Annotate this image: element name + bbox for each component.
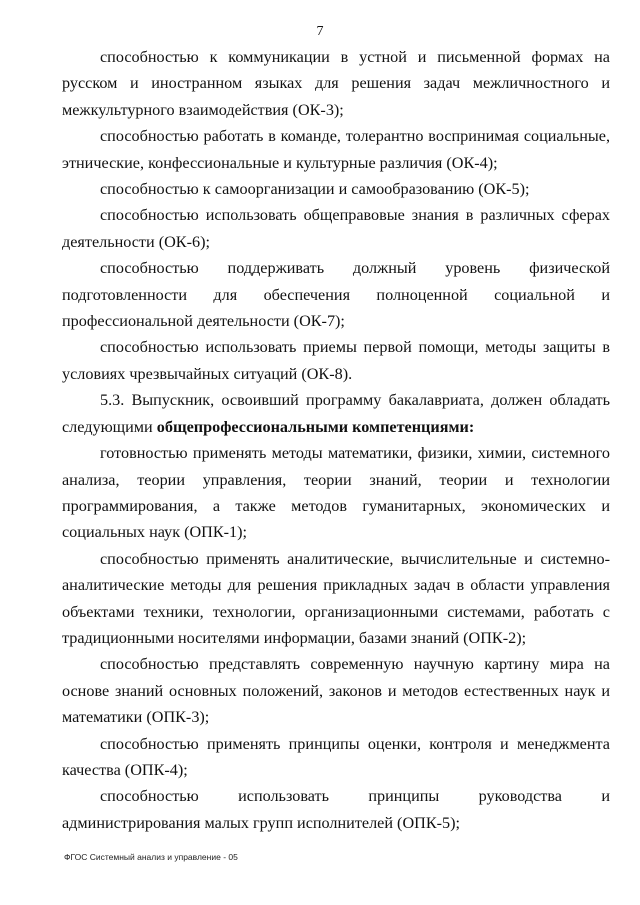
page-number: 7: [316, 24, 324, 39]
paragraph-opk-5: способностью использовать принципы руководства и администрирования малых групп исполнителей (ОПК-5);: [62, 787, 610, 832]
paragraph-ok-4: способностью работать в команде, толерантно воспринимая социальные, этнические, конфессиональные и культурные различия (ОК-4);: [62, 127, 610, 172]
paragraph-ok-3: способностью к коммуникации в устной и письменной формах на русском и иностранном языках для решения задач межличностного и межкультурного взаимодействия (ОК-3);: [62, 48, 610, 119]
paragraph-opk-4: способностью применять принципы оценки, контроля и менеджмента качества (ОПК-4);: [62, 734, 610, 779]
paragraph-ok-7: способностью поддерживать должный уровень физической подготовленности для обеспечения полноценной социальной и профессиональной деятельности (ОК-7);: [62, 259, 610, 331]
paragraph-opk-3: способностью представлять современную научную картину мира на основе знаний основных положений, законов и методов естественных наук и математики (ОПК-3);: [62, 655, 610, 727]
section-intro-text: 5.3. Выпускник, освоивший программу бакалавриата, должен обладать следующими: [62, 391, 610, 436]
section-intro-paragraph: [62, 387, 610, 440]
paragraph-opk-1: готовностью применять методы математики, физики, химии, системного анализа, теории управления, теории знаний, теории и технологии программирования, а также методов гуманитарных, экономических и социальных наук (ОПК-1);: [62, 444, 610, 542]
document-body: [62, 44, 610, 836]
paragraph-ok-6: способностью использовать общеправовые знания в различных сферах деятельности (ОК-6);: [62, 206, 610, 251]
paragraph-ok-5: способностью к самоорганизации и самообразованию (ОК-5);: [100, 180, 530, 199]
paragraph-opk-2: способностью применять аналитические, вычислительные и системно-аналитические методы для решения прикладных задач в области управления объектами техники, технологии, организационными системами, работать с традиционными носителями информации, базами знаний (ОПК-2);: [62, 549, 610, 647]
page-footer: ФГОС Системный анализ и управление - 05: [64, 852, 238, 862]
paragraph-ok-8: способностью использовать приемы первой помощи, методы защиты в условиях чрезвычайных ситуаций (ОК-8).: [62, 338, 610, 383]
section-intro-bold-text: общепрофессиональными компетенциями:: [156, 417, 475, 436]
